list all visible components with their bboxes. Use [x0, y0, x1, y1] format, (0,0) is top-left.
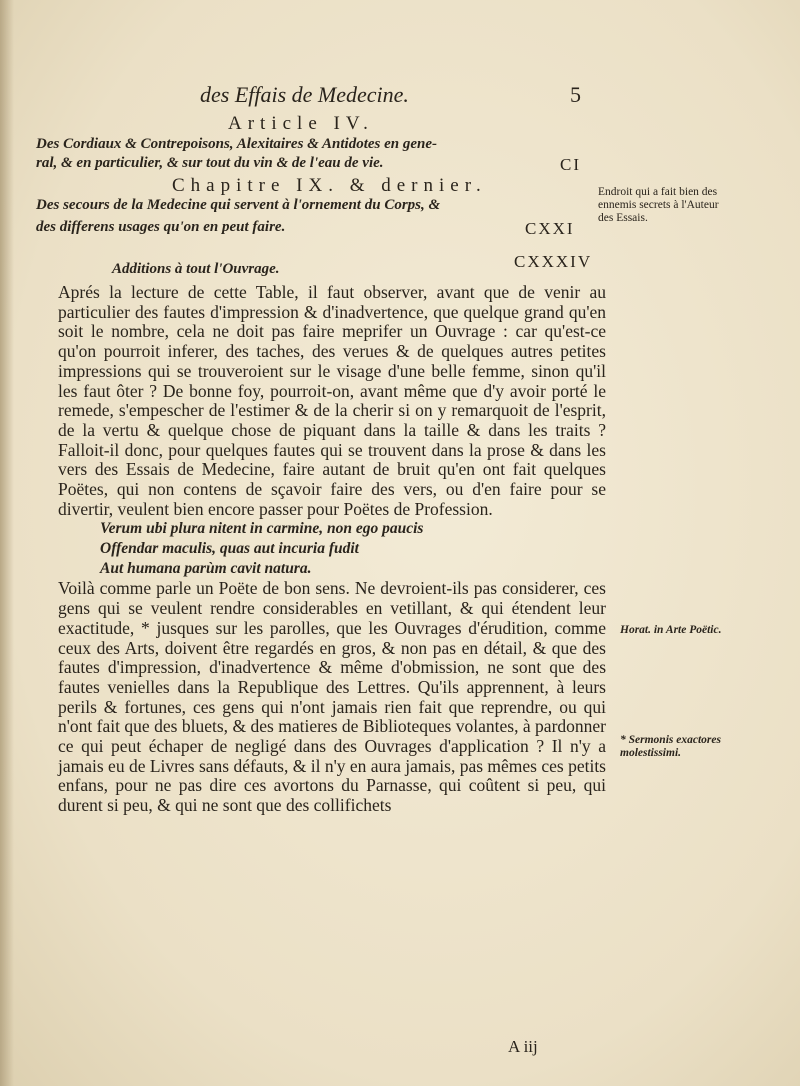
- verse-line-1: Verum ubi plura nitent in carmine, non ego paucis: [100, 520, 424, 538]
- verse-line-3: Aut humana parùm cavit natura.: [100, 560, 312, 578]
- toc-article-heading: Article IV.: [228, 113, 374, 134]
- toc-ref-cxxi: CXXI: [525, 219, 575, 238]
- verse-line-2: Offendar maculis, quas aut incuria fudit: [100, 540, 359, 558]
- toc-ref-ci: CI: [560, 155, 581, 174]
- toc-ref-cxxxiv: CXXXIV: [514, 252, 593, 271]
- running-title: des Effais de Medecine.: [200, 82, 409, 107]
- toc-entry-secours: Des secours de la Medecine qui servent à l'ornement du Corps, &: [36, 197, 441, 213]
- paragraph-1: Aprés la lecture de cette Table, il faut observer, avant que de venir au particulier des fautes d'impression & d'inadvertence, que quelque grand qu'en soit le nombre, cela ne doit pas faire meprifer un Ouvrage : car qu'est-ce qu'on pourroit inferer, des taches, des verues & de quelques autres petites impressions qui se trouveroient sur le visage d'une belle femme, sinon qu'il les faut ôter ? De bonne foy, pourroit-on, avant même que d'y avoir porté le remede, s'empescher de l'estimer & de la cherir si on y remarquoit de l'esprit, de la vertu & quelque chose de piquant dans la taille & dans les traits ? Falloit-il donc, pour quelques fautes qui se trouvent dans la prose & dans les vers des Essais de Medecine, faire autant de bruit qu'en ont fait quelques Poëtes, qui non contens de sçavoir faire des vers, ou d'en faire pour se divertir, veulent bien encore passer pour Poëtes de Profession.: [58, 282, 606, 519]
- toc-entry-additions: Additions à tout l'Ouvrage.: [112, 261, 280, 277]
- margin-note-sermonis: * Sermonis exactores molestissimi.: [620, 734, 721, 759]
- main-text: [58, 283, 606, 816]
- toc-entry-cordiaux-cont: ral, & en particulier, & sur tout du vin & de l'eau de vie.: [36, 155, 384, 171]
- page-number: 5: [570, 82, 581, 107]
- margin-note-horace: Horat. in Arte Poëtic.: [620, 624, 722, 636]
- toc-chapitre-heading: Chapitre IX. & dernier.: [172, 175, 487, 196]
- toc-entry-cordiaux: Des Cordiaux & Contrepoisons, Alexitaires & Antidotes en gene-: [36, 136, 438, 152]
- page-gutter-shadow: [0, 0, 14, 1086]
- toc-entry-secours-cont: des differens usages qu'on en peut faire.: [36, 219, 286, 235]
- paragraph-2: Voilà comme parle un Poëte de bon sens. Ne devroient-ils pas considerer, ces gens qui se veulent rendre considerables en vetillant, & qui étendent leur exactitude, * jusques sur les parolles, que les Ouvrages d'érudition, comme ceux des Arts, doivent être regardés en gros, & non pas en détail, & que des fautes d'impression, d'inadvertence & même d'obmission, ne sont que des fautes venielles dans la Republique des Lettres. Qu'ils apprennent, à leurs perils & fortunes, ces gens qui n'ont jamais rien fait que reprendre, ou qui n'ont fait que des bluets, & des matieres de Biblioteques volantes, à pardonner ce qui peut échaper de negligé dans des Ouvrages d'application ? Il n'y a jamais eu de Livres sans défauts, & il n'y en aura jamais, pas mêmes ces petits enfans, pour ne pas dire ces avortons du Parnasse, qui coûtent si peu, qui durent si peu, & qui ne sont que des collifichets: [58, 578, 606, 816]
- margin-note-endroit: Endroit qui a fait bien des ennemis secrets à l'Auteur des Essais.: [598, 186, 719, 224]
- signature-mark: A iij: [508, 1037, 538, 1056]
